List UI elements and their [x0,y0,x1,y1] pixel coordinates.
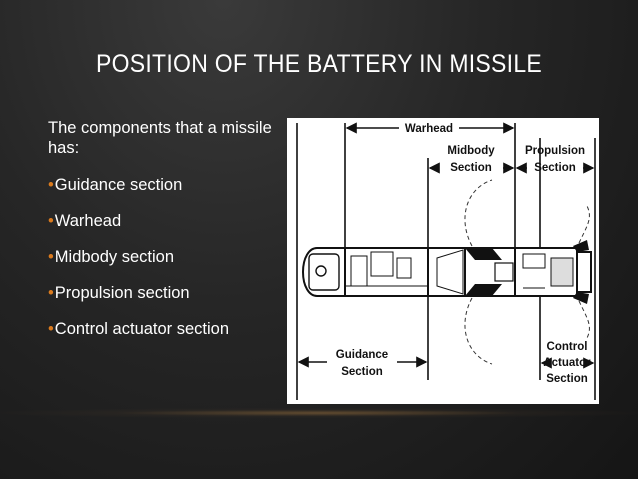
bullet-label: Guidance section [54,176,183,194]
bullet-label: Control actuator section [54,320,230,338]
missile-body [303,240,591,304]
slide-title: POSITION OF THE BATTERY IN MISSILE [95,50,543,78]
guidance-label-line1: Guidance [335,349,389,361]
missile-diagram [287,118,599,404]
bullet-label: Propulsion section [54,284,190,302]
bullet-warhead [48,211,283,231]
bullet-dot: • [48,320,54,338]
bullet-dot: • [48,212,54,230]
propulsion-label-line2: Section [534,162,576,174]
bullet-midbody [48,247,283,267]
floor-glow [0,408,638,418]
bullet-dot: • [48,176,54,194]
bullet-label: Midbody section [54,248,175,266]
slide-body [48,118,283,355]
bullet-label: Warhead [54,212,122,230]
propulsion-label-line1: Propulsion [524,145,586,157]
warhead-label: Warhead [404,123,454,135]
intro-text: The components that a missile has: [48,119,272,157]
bullet-dot: • [48,248,54,266]
missile-diagram-svg [287,118,599,404]
midbody-label-line1: Midbody [447,145,495,157]
control-label-line1: Control [546,341,588,353]
bullet-guidance [48,175,283,195]
control-label-line2: Actuator [543,357,591,369]
bullet-control-actuator [48,319,283,339]
midbody-label-line2: Section [450,162,492,174]
bullet-propulsion [48,283,283,303]
control-label-line3: Section [546,373,588,385]
guidance-label-line2: Section [341,366,383,378]
bullet-dot: • [48,284,54,302]
